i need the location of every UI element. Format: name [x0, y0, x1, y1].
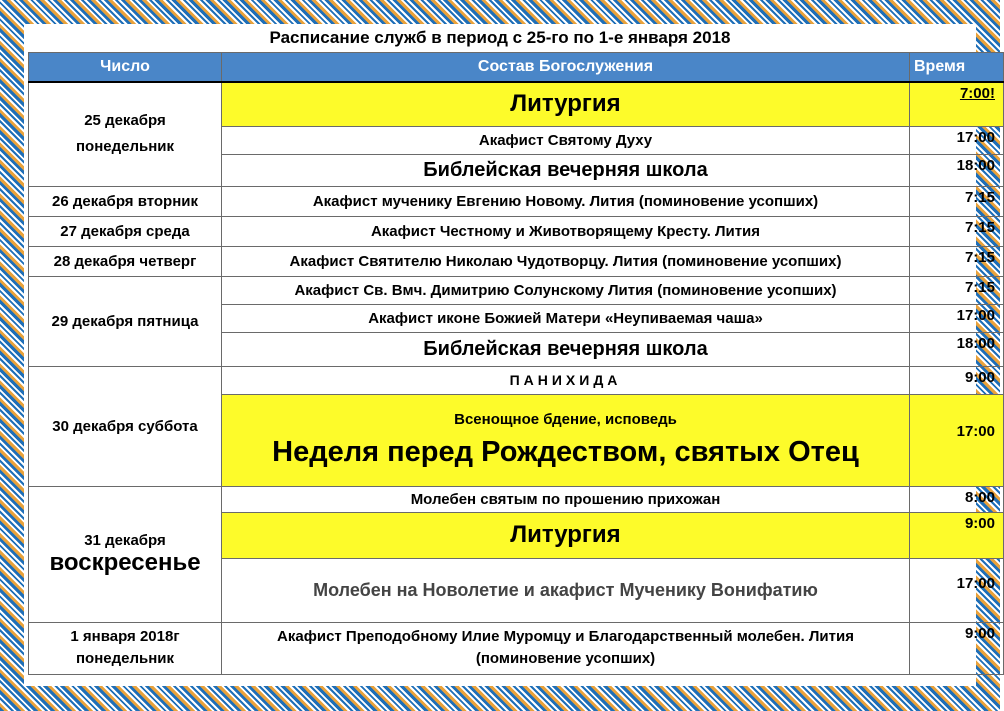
time-cell: 18:00	[910, 332, 1004, 366]
time-cell: 9:00	[910, 622, 1004, 674]
time-cell: 17:00	[910, 304, 1004, 332]
service-cell: Акафист иконе Божией Матери «Неупиваемая чаша»	[222, 304, 910, 332]
header-service: Состав Богослужения	[222, 53, 910, 83]
time-cell: 17:00	[910, 394, 1004, 486]
service-cell: Литургия	[222, 82, 910, 126]
table-row	[29, 216, 1004, 246]
time-cell: 7:15	[910, 216, 1004, 246]
service-cell: Молебен на Новолетие и акафист Мученику Вонифатию	[222, 558, 910, 622]
schedule-table	[28, 52, 1004, 675]
date-cell: 28 декабря четверг	[29, 246, 222, 276]
date-cell: 26 декабря вторник	[29, 186, 222, 216]
date-cell: 27 декабря среда	[29, 216, 222, 246]
table-row	[29, 186, 1004, 216]
time-cell: 17:00	[910, 126, 1004, 154]
time-cell: 18:00	[910, 154, 1004, 186]
weekday-text: понедельник	[75, 650, 175, 667]
service-cell: Акафист Преподобному Илие Муромцу и Благодарственный молебен. Лития (поминовение усопших)	[222, 622, 910, 674]
service-cell: Библейская вечерняя школа	[222, 154, 910, 186]
table-row	[29, 82, 1004, 126]
time-cell: 7:15	[910, 246, 1004, 276]
schedule-sheet	[24, 24, 995, 686]
time-cell: 9:00	[910, 366, 1004, 394]
service-cell: Акафист Св. Вмч. Димитрию Солунскому Лития (поминовение усопших)	[222, 276, 910, 304]
table-row	[29, 246, 1004, 276]
date-text: 1 января 2018г	[70, 628, 180, 645]
header-time: Время	[910, 53, 1004, 83]
date-text: 25 декабря	[84, 112, 166, 130]
service-cell: Акафист Святому Духу	[222, 126, 910, 154]
time-cell: 7:00!	[910, 82, 1004, 126]
service-cell	[222, 394, 910, 486]
page-title: Расписание служб в период с 25-го по 1-е января 2018	[269, 28, 731, 47]
service-subtitle: Неделя перед Рождеством, святых Отец	[272, 436, 859, 468]
service-text: Всенощное бдение, исповедь	[454, 411, 677, 428]
time-cell: 7:15	[910, 186, 1004, 216]
time-cell: 9:00	[910, 512, 1004, 558]
time-cell: 8:00	[910, 486, 1004, 512]
table-row	[29, 276, 1004, 304]
date-text: 31 декабря	[84, 531, 166, 549]
service-cell: Библейская вечерняя школа	[222, 332, 910, 366]
header-row	[29, 53, 1004, 83]
service-cell: Акафист мученику Евгению Новому. Лития (поминовение усопших)	[222, 186, 910, 216]
service-cell: ПАНИХИДА	[222, 366, 910, 394]
weekday-text: воскресенье	[49, 548, 201, 576]
service-cell: Литургия	[222, 512, 910, 558]
header-date: Число	[29, 53, 222, 83]
time-cell: 17:00	[910, 558, 1004, 622]
table-row	[29, 622, 1004, 674]
service-cell: Акафист Святителю Николаю Чудотворцу. Лития (поминовение усопших)	[222, 246, 910, 276]
time-cell: 7:15	[910, 276, 1004, 304]
date-cell: 30 декабря суббота	[29, 366, 222, 486]
service-cell: Акафист Честному и Животворящему Кресту. Лития	[222, 216, 910, 246]
table-row	[29, 486, 1004, 512]
date-cell	[29, 486, 222, 622]
weekday-text: понедельник	[75, 138, 175, 156]
service-cell: Молебен святым по прошению прихожан	[222, 486, 910, 512]
date-cell	[29, 622, 222, 674]
date-cell	[29, 82, 222, 186]
table-row	[29, 366, 1004, 394]
date-cell: 29 декабря пятница	[29, 276, 222, 366]
